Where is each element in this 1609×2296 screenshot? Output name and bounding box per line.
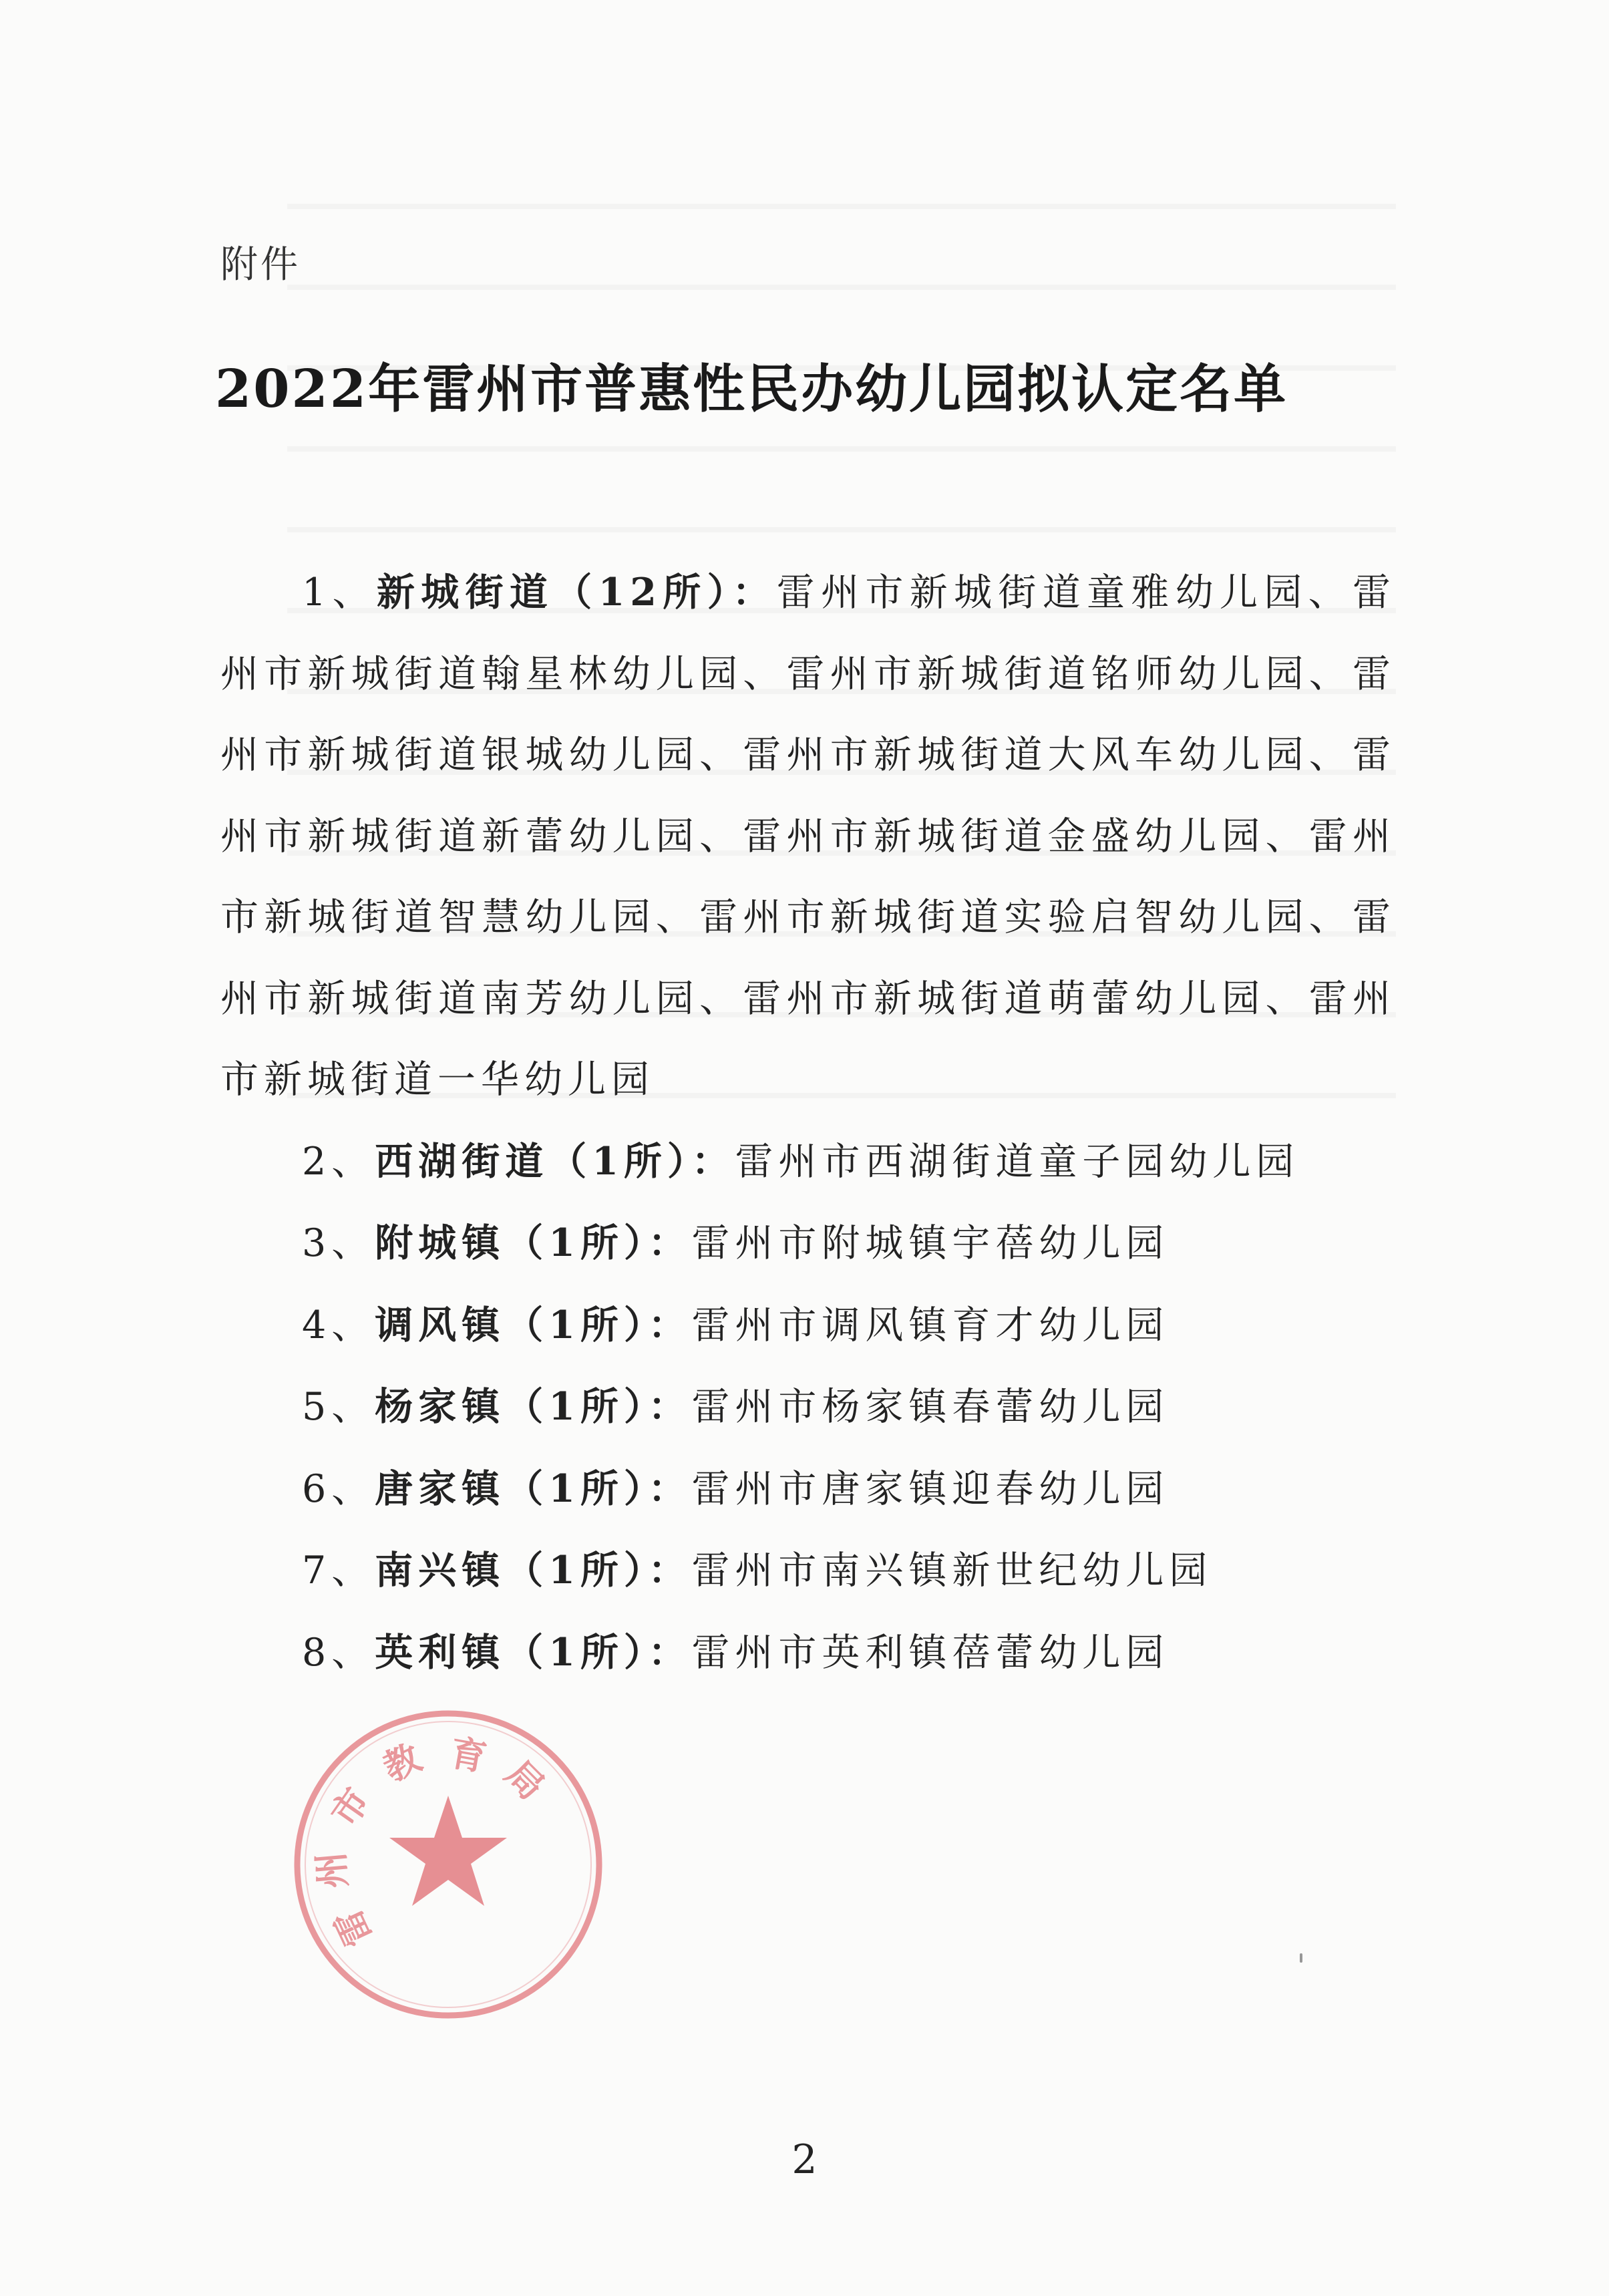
list-item xyxy=(220,1448,1396,1530)
svg-text:局: 局 xyxy=(497,1752,553,1808)
svg-text:雷: 雷 xyxy=(327,1903,381,1953)
document-title: 2022年雷州市普惠性民办幼儿园拟认定名单 xyxy=(215,359,1288,420)
entry-number: 5、 xyxy=(302,1385,375,1429)
svg-text:市: 市 xyxy=(323,1780,379,1834)
entry-area: 西湖街道（1所）： xyxy=(375,1138,735,1184)
entry-schools: 雷州市西湖街道童子园幼儿园 xyxy=(735,1139,1300,1184)
svg-text:育: 育 xyxy=(447,1732,490,1780)
entry-area: 杨家镇（1所）： xyxy=(375,1384,692,1429)
list-item xyxy=(220,1285,1396,1367)
entry-area: 南兴镇（1所）： xyxy=(375,1548,692,1593)
entry-area: 新城街道（12所）： xyxy=(376,570,777,615)
scan-speck xyxy=(1300,1953,1302,1963)
list-item xyxy=(220,552,1396,1121)
entry-area: 附城镇（1所）： xyxy=(375,1220,692,1265)
svg-text:教: 教 xyxy=(377,1736,427,1790)
attachment-label: 附件 xyxy=(220,243,301,287)
entry-area: 调风镇（1所）： xyxy=(375,1302,692,1347)
entry-number: 4、 xyxy=(302,1303,375,1347)
svg-text:州: 州 xyxy=(309,1850,355,1891)
entry-number: 8、 xyxy=(302,1630,375,1675)
list-item xyxy=(220,1202,1396,1285)
list-item xyxy=(220,1366,1396,1448)
entry-number: 3、 xyxy=(302,1221,375,1265)
entry-area: 唐家镇（1所）： xyxy=(375,1466,692,1511)
entry-schools: 雷州市英利镇蓓蕾幼儿园 xyxy=(691,1630,1170,1675)
entry-number: 2、 xyxy=(302,1139,375,1184)
entry-area: 英利镇（1所）： xyxy=(375,1629,692,1675)
page-number: 2 xyxy=(791,2136,818,2183)
entry-number: 1、 xyxy=(302,570,377,615)
entry-number: 6、 xyxy=(302,1466,375,1511)
entry-schools: 雷州市附城镇宇蓓幼儿园 xyxy=(691,1221,1170,1265)
entry-schools: 雷州市唐家镇迎春幼儿园 xyxy=(691,1466,1170,1511)
star-icon xyxy=(389,1796,507,1906)
list-item xyxy=(220,1530,1396,1612)
entry-schools: 雷州市调风镇育才幼儿园 xyxy=(691,1303,1170,1347)
entry-schools: 雷州市杨家镇春蕾幼儿园 xyxy=(691,1385,1170,1429)
list-item xyxy=(220,1121,1396,1203)
official-seal xyxy=(286,1702,610,2027)
entry-number: 7、 xyxy=(302,1548,375,1593)
entry-schools: 雷州市新城街道童雅幼儿园、雷州市新城街道翰星林幼儿园、雷州市新城街道铭师幼儿园、雷州市新城街道银城幼儿园、雷州市新城街道大风车幼儿园、雷州市新城街道新蕾幼儿园、雷州市新城街道金盛幼儿园、雷州市新城街道智慧幼儿园、雷州市新城街道实验启智幼儿园、雷州市新城街道南芳幼儿园、雷州市新城街道萌蕾幼儿园、雷州市新城街道一华幼儿园 xyxy=(220,570,1397,1102)
entry-schools: 雷州市南兴镇新世纪幼儿园 xyxy=(691,1548,1213,1593)
kindergarten-list xyxy=(220,552,1396,1693)
list-item xyxy=(220,1612,1396,1694)
